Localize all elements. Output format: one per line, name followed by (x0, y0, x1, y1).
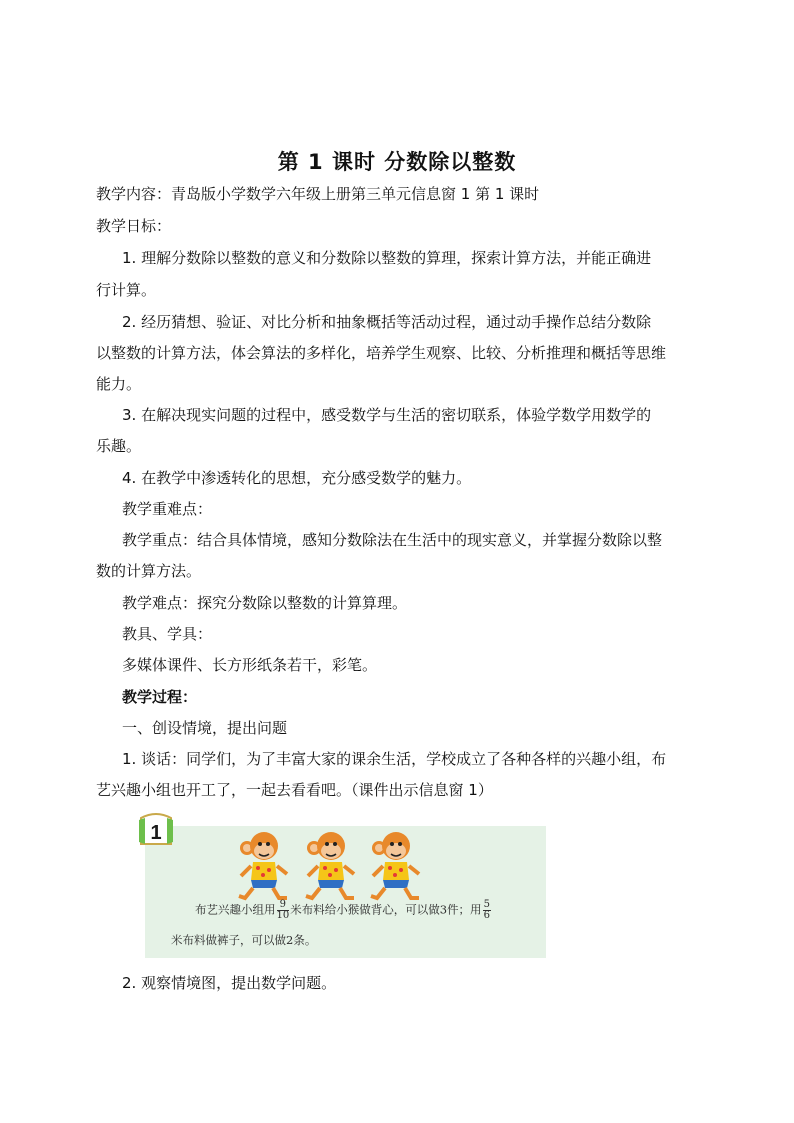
goals-heading: 教学日标： (96, 217, 172, 235)
step-2: 2. 观察情境图，提出数学问题。 (122, 974, 337, 992)
goal-2-line-1: 2. 经历猜想、验证、对比分析和抽象概括等活动过程，通过动手操作总结分数除 (122, 313, 652, 331)
monkey-icon (233, 830, 295, 902)
illustration-text-line-1 (195, 900, 492, 921)
step-1-line-1: 1. 谈话：同学们，为了丰富大家的课余生活，学校成立了各种各样的兴趣小组，布 (122, 750, 667, 768)
goal-1-line-2: 行计算。 (96, 281, 157, 299)
goal-3-line-1: 3. 在解决现实问题的过程中，感受数学与生活的密切联系，体验学数学用数学的 (122, 406, 652, 424)
process-heading: 教学过程： (122, 688, 198, 706)
teaching-content: 教学内容：青岛版小学数学六年级上册第三单元信息窗 1 第 1 课时 (96, 185, 540, 203)
key-points-heading: 教学重难点： (122, 500, 213, 518)
illustration-text-line-2: 米布料做裤子，可以做2条。 (171, 933, 317, 947)
difficult-point: 教学难点：探究分数除以整数的计算算理。 (122, 594, 408, 612)
goal-4: 4. 在教学中渗透转化的思想，充分感受数学的魅力。 (122, 469, 472, 487)
fraction-five-sixths: $\frac{5}{6}$ (483, 899, 490, 921)
window-badge-icon (137, 812, 175, 846)
goal-2-line-2: 以整数的计算方法，体会算法的多样化，培养学生观察、比较、分析推理和概括等思维 (96, 344, 667, 362)
step-1-line-2: 艺兴趣小组也开工了，一起去看看吧。（课件出示信息窗 1） (96, 781, 493, 799)
tools-heading: 教具、学具： (122, 625, 213, 643)
goal-3-line-2: 乐趣。 (96, 437, 142, 455)
section-1-heading: 一、创设情境，提出问题 (122, 719, 288, 737)
goal-2-line-3: 能力。 (96, 375, 142, 393)
lesson-title: 第 1 课时 分数除以整数 (277, 150, 517, 174)
illustration-text-middle: 米布料给小猴做背心，可以做3件；用 (290, 902, 482, 917)
illustration-text-start: 布艺兴趣小组用 (195, 902, 276, 917)
svg-text:1: 1 (150, 822, 162, 844)
key-point-line-1: 教学重点：结合具体情境，感知分数除法在生活中的现实意义，并掌握分数除以整 (122, 531, 663, 549)
monkey-icon (300, 830, 362, 902)
fraction-nine-tenths: $\frac{9}{10}$ (276, 899, 290, 921)
tools-list: 多媒体课件、长方形纸条若干，彩笔。 (122, 656, 378, 674)
info-window-illustration (137, 812, 546, 960)
goal-1-line-1: 1. 理解分数除以整数的意义和分数除以整数的算理，探索计算方法，并能正确进 (122, 249, 652, 267)
key-point-line-2: 数的计算方法。 (96, 562, 202, 580)
monkey-icon (365, 830, 427, 902)
